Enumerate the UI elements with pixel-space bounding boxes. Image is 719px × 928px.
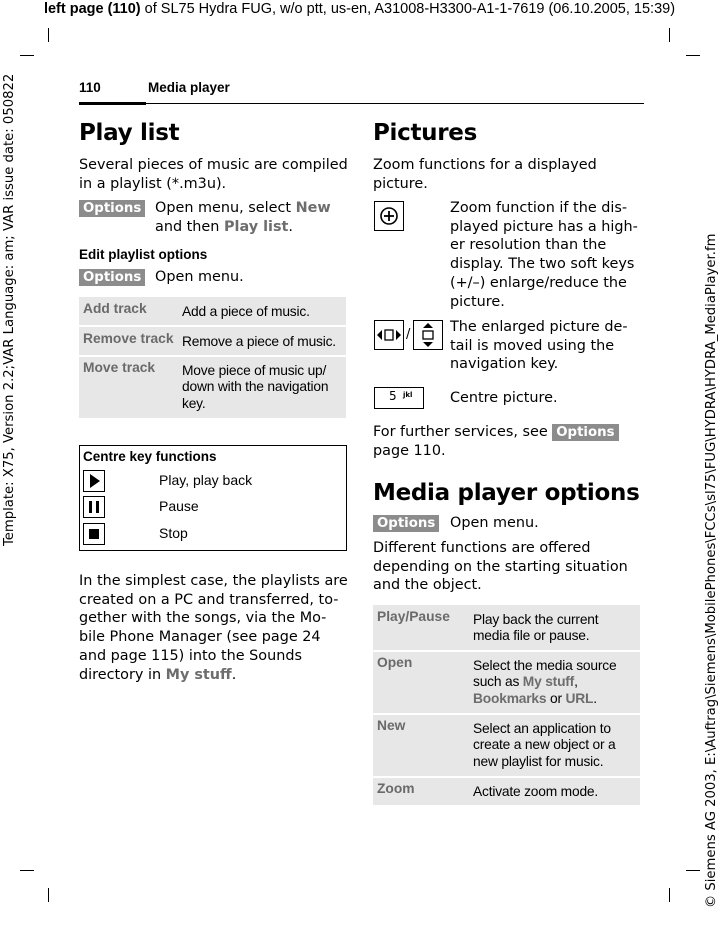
pictures-intro: [373, 156, 597, 193]
text-line: [473, 691, 616, 707]
option-desc: Add a piece of music.: [182, 304, 310, 319]
text-line: create a new object or a: [473, 737, 616, 753]
option-add-track: Add track: [83, 301, 147, 316]
text-part: .: [593, 690, 597, 706]
text-line: played picture has a high-: [450, 218, 638, 235]
options-softkey: Options: [79, 269, 145, 286]
text-line: depending on the starting situation: [373, 558, 628, 575]
crop-mark: [686, 55, 700, 56]
option-remove-track: Remove track: [83, 331, 174, 346]
copyright-path: © Siemens AG 2003, E:\Auftrag\Siemens\MobilePhones\FCCs\sl75\FUG\HYDRA\HYDRA_MediaPlayer.fm: [704, 233, 719, 908]
text-line: in a playlist (*.m3u).: [79, 175, 227, 192]
text-part: Open menu, select: [155, 200, 296, 216]
text-line: [373, 423, 619, 442]
nav-separator: /: [406, 327, 411, 342]
text-line: Play back the current: [473, 612, 599, 627]
text-line: page 110.: [373, 442, 446, 459]
text-part: such as: [473, 674, 523, 690]
row-divider: [373, 650, 640, 652]
crop-mark: [48, 888, 49, 902]
text-line: gether with the songs, via the Mo-: [79, 610, 327, 627]
text-part: .: [288, 218, 293, 235]
text-line: In the simplest case, the playlists are: [79, 573, 348, 589]
crop-mark: [20, 870, 34, 871]
text-line: picture.: [450, 293, 505, 310]
text-line: [473, 674, 616, 690]
centre-key-title: Centre key functions: [83, 449, 217, 464]
text-line: and the object.: [373, 577, 482, 594]
text-line: Zoom function if the dis-: [450, 200, 628, 216]
text-line: The enlarged picture de-: [450, 319, 628, 335]
crop-mark: [686, 870, 700, 871]
text-line: down with the navigation: [182, 379, 329, 395]
print-header-page: left page (110): [43, 1, 141, 17]
text-line: new playlist for music.: [473, 753, 604, 769]
header-rule: [79, 103, 644, 104]
text-line: [155, 218, 331, 237]
step-open-menu: Open menu.: [155, 269, 244, 285]
key-5-icon: [374, 387, 424, 409]
play-icon: [83, 470, 105, 492]
text-line: Select the media source: [473, 658, 617, 673]
text-line: bile Phone Manager (see page 24: [79, 629, 321, 646]
media-options-table: [373, 605, 640, 805]
text-part: and then: [155, 218, 224, 235]
edit-playlist-heading: Edit playlist options: [79, 247, 208, 262]
text-line: Different functions are offered: [373, 540, 591, 556]
nav-description: [450, 318, 628, 374]
text-line: Zoom functions for a displayed: [373, 157, 597, 173]
option-play-pause: Play/Pause: [377, 609, 450, 624]
step-open-menu: Open menu.: [450, 515, 539, 531]
text-part: ,: [574, 674, 578, 690]
playlist-options-table: [79, 297, 346, 418]
text-line: picture.: [373, 175, 428, 192]
centre-key-label: Pause: [159, 498, 199, 514]
crop-mark: [20, 55, 34, 56]
menu-my-stuff: My stuff: [165, 666, 232, 683]
option-desc: [473, 721, 615, 770]
row-divider: [373, 776, 640, 778]
text-part: directory in: [79, 666, 166, 683]
centre-key-label: Stop: [159, 525, 188, 541]
menu-bookmarks: Bookmarks: [473, 690, 547, 706]
option-new: New: [377, 718, 406, 733]
text-line: created on a PC and transferred, to-: [79, 591, 339, 608]
print-header: [0, 1, 719, 17]
key-digit: 5: [389, 389, 397, 403]
text-line: navigation key.: [450, 356, 559, 373]
option-move-track: Move track: [83, 360, 156, 375]
text-part: .: [231, 666, 237, 683]
pictures-heading: Pictures: [373, 120, 477, 146]
media-options-intro: [373, 539, 628, 595]
text-line: tail is moved using the: [450, 337, 615, 354]
text-line: (+/–) enlarge/reduce the: [450, 274, 627, 291]
option-desc: [182, 363, 328, 412]
text-line: Several pieces of music are compiled: [79, 157, 348, 173]
centre-key-label: Play, play back: [159, 472, 253, 488]
menu-new: New: [295, 200, 331, 216]
centre-key-functions-box: [79, 445, 347, 551]
page-number: 110: [79, 80, 101, 95]
text-part: or: [546, 690, 566, 706]
row-divider: [79, 355, 346, 357]
row-divider: [373, 713, 640, 715]
option-open: Open: [377, 655, 413, 670]
play-list-intro: [79, 156, 348, 193]
centre-picture: Centre picture.: [450, 390, 558, 406]
zoom-icon: [374, 201, 404, 231]
text-line: media file or pause.: [473, 628, 590, 644]
nav-up-down-icon: [413, 320, 443, 350]
nav-left-right-icon: [374, 320, 404, 350]
crop-mark: [669, 28, 670, 42]
stop-icon: [83, 523, 105, 545]
pause-icon: [83, 496, 105, 518]
option-desc: Activate zoom mode.: [473, 784, 599, 799]
print-header-info: of SL75 Hydra FUG, w/o ptt, us-en, A31008-H3300-A1-1-7619 (06.10.2005, 15:39): [140, 1, 676, 17]
playlist-outro: [79, 572, 348, 684]
menu-url: URL: [565, 690, 594, 706]
options-softkey: Options: [552, 424, 618, 441]
text-line: key.: [182, 395, 206, 411]
text-line: er resolution than the: [450, 237, 607, 254]
option-zoom: Zoom: [377, 781, 415, 796]
option-desc: Remove a piece of music.: [182, 334, 336, 349]
play-list-heading: Play list: [79, 120, 180, 146]
media-options-heading: Media player options: [373, 480, 640, 506]
row-divider: [79, 325, 346, 327]
text-line: Move piece of music up/: [182, 363, 327, 378]
option-desc: [473, 612, 598, 645]
text-line: [79, 666, 348, 685]
further-services: [373, 423, 619, 460]
option-desc: [473, 658, 616, 707]
zoom-description: [450, 199, 638, 311]
step-open-new-playlist: [155, 199, 331, 236]
text-line: [155, 199, 331, 218]
options-softkey: Options: [373, 515, 439, 532]
text-line: and page 115) into the Sounds: [79, 647, 302, 664]
menu-my-stuff: My stuff: [522, 674, 575, 690]
text-part: For further services, see: [373, 424, 553, 440]
template-info: Template: X75, Version 2.2;VAR Language: am; VAR issue date: 050822: [2, 73, 17, 546]
header-rule-accent: [79, 102, 146, 105]
text-line: display. The two soft keys: [450, 256, 635, 273]
menu-play-list: Play list: [223, 218, 289, 235]
key-letters: jkl: [403, 391, 413, 399]
crop-mark: [48, 28, 49, 42]
crop-mark: [669, 888, 670, 902]
chapter-title: Media player: [148, 80, 230, 95]
text-line: Select an application to: [473, 721, 611, 736]
options-softkey: Options: [79, 200, 145, 217]
